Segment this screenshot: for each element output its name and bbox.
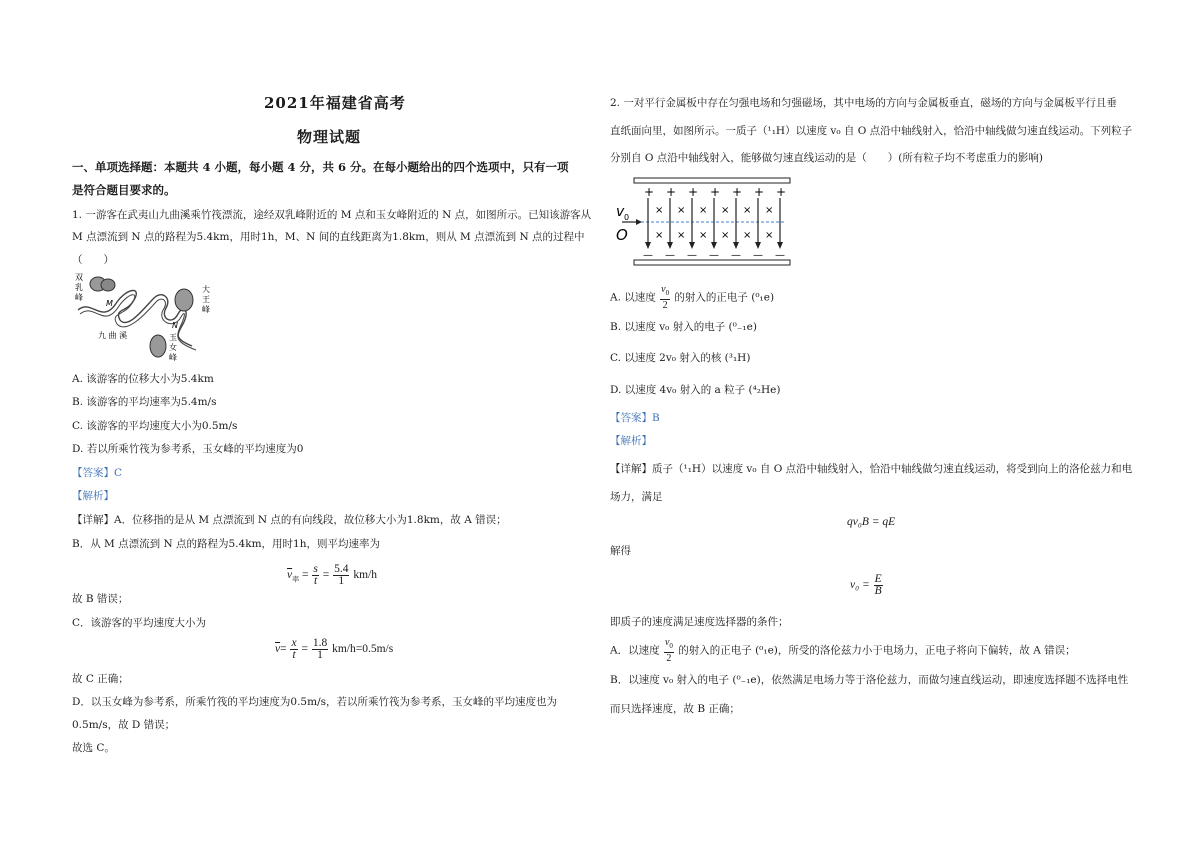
magnetic-field-cross: ×	[721, 205, 730, 216]
section-heading-line1: 一、单项选择题：本题共 4 小题，每小题 4 分，共 6 分。在每小题给出的四个选项中，只有一项	[72, 160, 569, 174]
q2-detail-line1: 【详解】质子（¹₁H）以速度 v₀ 自 O 点沿中轴线射入，恰沿中轴线做匀速直线运动，将受到向上的洛伦兹力和电	[610, 463, 1133, 475]
section-heading-line2: 是符合题目要求的。	[72, 183, 176, 197]
q2-option-b: B. 以速度 v₀ 射入的电子 (⁰₋₁e)	[610, 321, 757, 333]
electric-field-arrowhead	[755, 242, 761, 249]
label-da: 大	[202, 285, 210, 294]
label-feng-1: 峰	[75, 293, 83, 302]
shuangru-peak-right	[101, 279, 115, 291]
label-m: M	[106, 299, 113, 308]
q2-stem-line2: 直纸面向里，如图所示。一质子（¹₁H）以速度 v₀ 自 O 点沿中轴线射入，恰沿中轴线做匀速直线运动。下列粒子	[610, 125, 1133, 137]
v0-arrowhead	[636, 219, 642, 225]
q1-detail-a: 【详解】A．位移指的是从 M 点漂流到 N 点的有向线段，故位移大小为1.8km，故 A 错误；	[72, 514, 507, 526]
electric-field-arrowhead	[711, 242, 717, 249]
positive-charge: +	[732, 185, 743, 199]
page-subtitle: 物理试题	[297, 128, 362, 146]
q1-stem-line3: （ ）	[72, 254, 114, 266]
label-n: N	[172, 321, 178, 330]
q1-analysis-tag: 【解析】	[72, 490, 114, 502]
negative-charge: —	[775, 250, 785, 261]
q2-analysis-tag: 【解析】	[610, 435, 652, 447]
magnetic-field-cross: ×	[677, 205, 686, 216]
positive-charge: +	[666, 185, 677, 199]
q2-detail-b-line2: 而只选择速度，故 B 正确；	[610, 703, 740, 715]
electric-field-arrowhead	[733, 242, 739, 249]
positive-charge: +	[776, 185, 787, 199]
label-wang: 王	[202, 295, 210, 304]
q1-option-a: A. 该游客的位移大小为5.4km	[72, 373, 214, 385]
v0-label: v	[616, 204, 625, 220]
label-yu: 玉	[169, 333, 177, 342]
negative-charge: —	[643, 250, 653, 261]
q1-option-b: B. 该游客的平均速率为5.4m/s	[72, 396, 217, 408]
label-feng-2: 峰	[202, 305, 210, 314]
q2-detail-line2: 场力，满足	[610, 491, 663, 503]
positive-charge: +	[754, 185, 765, 199]
q2-answer: 【答案】B	[610, 412, 660, 424]
magnetic-field-cross: ×	[699, 205, 708, 216]
magnetic-field-cross: ×	[677, 230, 686, 241]
q1-stem-line1: 1. 一游客在武夷山九曲溪乘竹筏漂流，途经双乳峰附近的 M 点和玉女峰附近的 N 点，如图所示。已知该游客从	[72, 209, 592, 221]
q1-final: 故选 C。	[72, 742, 115, 754]
negative-charge: —	[753, 250, 763, 261]
label-ru: 乳	[75, 283, 83, 292]
negative-charge: —	[665, 250, 675, 261]
q2-option-a: A. 以速度 $\frac{v_0}{2}$ 的射入的正电子 (⁰₁e)	[610, 284, 775, 311]
magnetic-field-cross: ×	[721, 230, 730, 241]
negative-charge: —	[709, 250, 719, 261]
q2-detail-line3: 即质子的速度满足速度选择器的条件；	[610, 616, 789, 628]
q1-equation-rate: $\overline{v}_率$ = $\frac{s}{t}$ = $\frac{5.4}{1}$ km/h	[287, 562, 377, 587]
negative-charge: —	[687, 250, 697, 261]
q2-equation-v0: v₀ = $\frac{E}{B}$	[850, 572, 882, 597]
upper-plate	[634, 178, 790, 183]
label-feng-3: 峰	[169, 353, 177, 362]
v0-subscript: 0	[624, 213, 630, 222]
q2-equation-balance: qv₀B = qE	[847, 516, 896, 528]
magnetic-field-cross: ×	[655, 230, 664, 241]
positive-charge: +	[644, 185, 655, 199]
q1-detail-c: C．该游客的平均速度大小为	[72, 617, 207, 629]
field-diagram	[614, 176, 794, 268]
q2-detail-b-line1: B．以速度 v₀ 射入的电子 (⁰₋₁e)，依然满足电场力等于洛伦兹力，而做匀速直线运动，即速度选择题不选择电性	[610, 674, 1129, 686]
magnetic-field-cross: ×	[743, 230, 752, 241]
q1-detail-c-end: 故 C 正确；	[72, 673, 129, 685]
q1-detail-d-line1: D．以玉女峰为参考系，所乘竹筏的平均速度为0.5m/s，若以所乘竹筏为参考系，玉女峰的平均速度也为	[72, 696, 557, 708]
q2-detail-a: A．以速度 $\frac{v_0}{2}$ 的射入的正电子 (⁰₁e)，所受的洛伦兹力小于电场力，正电子将向下偏转，故 A 错误；	[610, 637, 1076, 664]
electric-field-arrowhead	[645, 242, 651, 249]
negative-charge: —	[731, 250, 741, 261]
label-nv: 女	[169, 343, 177, 352]
q1-option-d: D. 若以所乘竹筏为参考系，玉女峰的平均速度为0	[72, 443, 304, 455]
q2-option-d: D. 以速度 4v₀ 射入的 a 粒子 (⁴₂He)	[610, 384, 781, 396]
magnetic-field-cross: ×	[765, 230, 774, 241]
q1-detail-d-line2: 0.5m/s，故 D 错误；	[72, 719, 176, 731]
electric-field-arrowhead	[689, 242, 695, 249]
positive-charge: +	[688, 185, 699, 199]
origin-label: O	[616, 226, 628, 244]
q2-solve: 解得	[610, 545, 631, 557]
magnetic-field-cross: ×	[765, 205, 774, 216]
dawang-peak	[175, 289, 193, 311]
electric-field-arrowhead	[777, 242, 783, 249]
q2-stem-line1: 2. 一对平行金属板中存在匀强电场和匀强磁场，其中电场的方向与金属板垂直，磁场的方向与金属板平行且垂	[610, 97, 1117, 109]
q1-equation-velocity: $\overline{v}=$ $\frac{x}{t}$ = $\frac{1.8}{1}$ km/h=0.5m/s	[275, 636, 394, 661]
q2-option-c: C. 以速度 2v₀ 射入的核 (³₁H)	[610, 352, 751, 364]
page-title: 2021年福建省高考	[264, 94, 406, 112]
positive-charge: +	[710, 185, 721, 199]
yunv-peak	[150, 335, 166, 357]
q1-detail-b-end: 故 B 错误；	[72, 593, 129, 605]
q1-stem-line2: M 点漂流到 N 点的路程为5.4km，用时1h，M、N 间的直线距离为1.8km，则从 M 点漂流到 N 点的过程中	[72, 231, 585, 243]
label-jiuqu: 九 曲 溪	[98, 331, 128, 340]
magnetic-field-cross: ×	[655, 205, 664, 216]
magnetic-field-cross: ×	[699, 230, 708, 241]
q1-answer: 【答案】C	[72, 467, 123, 479]
q2-stem-line3: 分别自 O 点沿中轴线射入，能够做匀速直线运动的是（ ）(所有粒子均不考虑重力的影响)	[610, 152, 1043, 164]
label-shuang: 双	[75, 273, 83, 282]
electric-field-arrowhead	[667, 242, 673, 249]
q1-detail-b: B．从 M 点漂流到 N 点的路程为5.4km，用时1h，则平均速率为	[72, 538, 380, 550]
q1-option-c: C. 该游客的平均速度大小为0.5m/s	[72, 420, 238, 432]
magnetic-field-cross: ×	[743, 205, 752, 216]
river-map-figure	[72, 268, 222, 368]
